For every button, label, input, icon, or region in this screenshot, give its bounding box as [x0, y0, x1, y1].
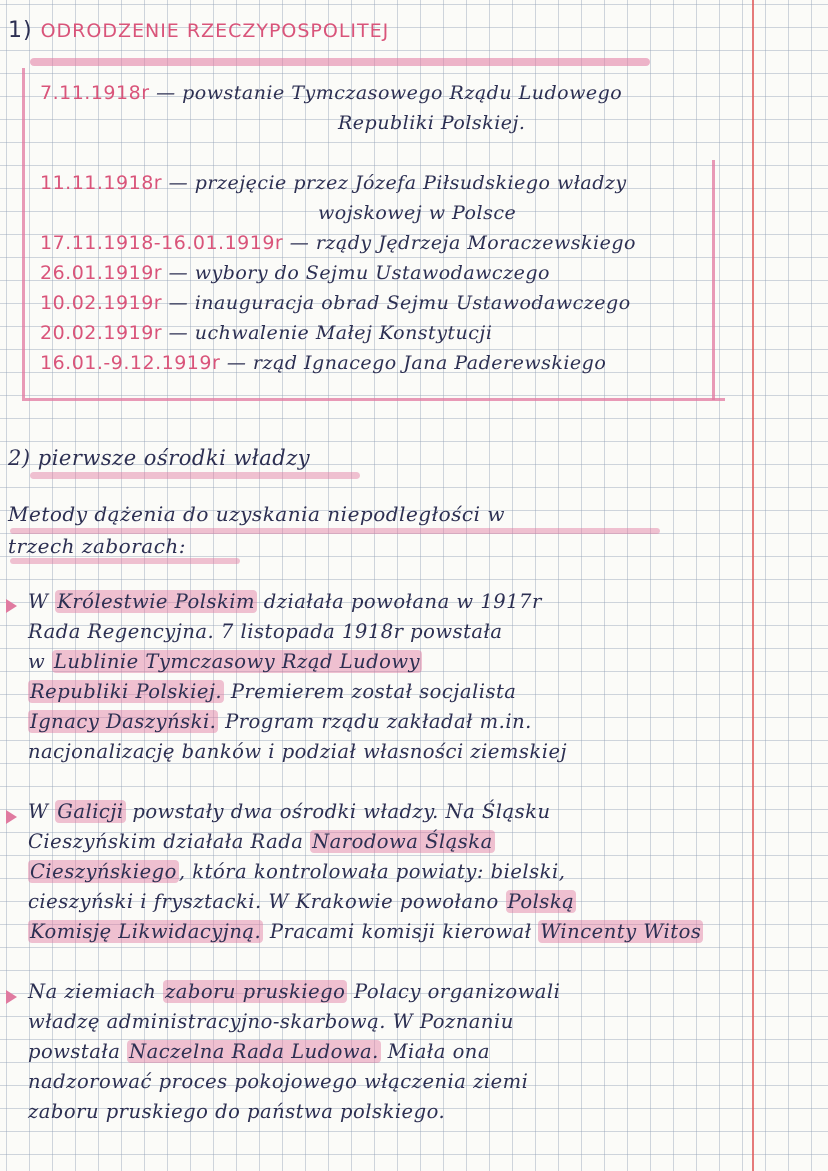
- timeline-item: 16.01.-9.12.1919r — rząd Ignacego Jana Paderewskiego: [40, 352, 607, 374]
- intro-line-2: trzech zaborach:: [8, 534, 187, 558]
- timeline-date: 20.02.1919r: [40, 322, 163, 344]
- timeline-text: uchwalenie Małej Konstytucji: [194, 322, 493, 344]
- paragraph-line: [28, 1070, 528, 1093]
- paragraph-line: [28, 860, 565, 883]
- timeline-text: przejęcie przez Józefa Piłsudskiego władzy: [194, 172, 627, 194]
- paragraph-text: nadzorować proces pokojowego włączenia ziemi: [28, 1070, 529, 1093]
- paragraph-text: powstała: [28, 1040, 128, 1063]
- intro-line-1: Metody dążenia do uzyskania niepodległości w: [8, 502, 505, 526]
- highlighted-term: Republiki Polskiej.: [30, 680, 223, 703]
- timeline-item: 17.11.1918-16.01.1919r — rządy Jędrzeja Moraczewskiego: [40, 232, 636, 254]
- section-1-underline: [30, 58, 650, 66]
- section-2-heading: [8, 446, 310, 470]
- paragraph-text: Miała ona: [380, 1040, 490, 1063]
- highlighted-term: Cieszyńskiego: [30, 860, 177, 883]
- timeline-item: 20.02.1919r — uchwalenie Małej Konstytucji: [40, 322, 493, 344]
- highlighted-term: Wincenty Witos: [540, 920, 702, 943]
- paragraph-text: działała powołana w 1917r: [257, 590, 542, 613]
- timeline-date: 7.11.1918r: [40, 82, 150, 104]
- paragraph-text: Rada Regencyjna. 7 listopada 1918r powstała: [28, 620, 503, 643]
- highlighted-term: Polską: [507, 890, 575, 913]
- paragraph-line: [28, 800, 551, 823]
- bullet-arrow-icon: [6, 990, 17, 1004]
- paragraph-text: w: [28, 650, 52, 673]
- section-1-number: 1): [8, 18, 33, 43]
- paragraph-text: W: [28, 590, 56, 613]
- paragraph-line: [28, 740, 567, 763]
- highlighted-term: Galicji: [57, 800, 124, 823]
- timeline-text: rządy Jędrzeja Moraczewskiego: [315, 232, 636, 254]
- section-1-title: ODRODZENIE RZECZYPOSPOLITEJ: [40, 20, 390, 42]
- bullet-arrow-icon: [6, 599, 17, 613]
- bullet-arrow-icon: [6, 810, 17, 824]
- paragraph-line: [28, 1040, 490, 1063]
- paragraph-text: władzę administracyjno-skarbową. W Poznaniu: [28, 1010, 514, 1033]
- paragraph-line: [28, 890, 576, 913]
- section-2-title: pierwsze ośrodki władzy: [37, 446, 311, 470]
- paragraph-text: Polacy organizowali: [347, 980, 561, 1003]
- highlighted-term: Narodowa Śląska: [312, 830, 493, 853]
- paragraph-line: [28, 1100, 445, 1123]
- paragraph-text: zaboru pruskiego do państwa polskiego.: [28, 1100, 446, 1123]
- timeline-item-cont: [318, 202, 516, 224]
- paragraph-text: Pracami komisji kierował: [263, 920, 539, 943]
- timeline-item: 26.01.1919r — wybory do Sejmu Ustawodawczego: [40, 262, 550, 284]
- paragraph-line: [28, 650, 422, 673]
- timeline-text: wybory do Sejmu Ustawodawczego: [194, 262, 550, 284]
- intro-underline-2: [10, 558, 240, 564]
- paragraph-text: nacjonalizację banków i podział własności ziemskiej: [28, 740, 568, 763]
- paragraph-text: Cieszyńskim działała Rada: [28, 830, 311, 853]
- timeline-text-cont: Republiki Polskiej.: [338, 112, 526, 134]
- paragraph-line: [28, 590, 542, 613]
- paragraph-text: , która kontrolowała powiaty: bielski,: [178, 860, 566, 883]
- highlighted-term: Lublinie Tymczasowy Rząd Ludowy: [53, 650, 421, 673]
- paragraph-line: [28, 620, 503, 643]
- timeline-item: 7.11.1918r — powstanie Tymczasowego Rządu Ludowego: [40, 82, 623, 104]
- highlighted-term: Naczelna Rada Ludowa.: [129, 1040, 379, 1063]
- timeline-item: 10.02.1919r — inauguracja obrad Sejmu Ustawodawczego: [40, 292, 631, 314]
- timeline-date: 11.11.1918r: [40, 172, 163, 194]
- timeline-item-cont: [338, 112, 525, 134]
- highlighted-term: zaboru pruskiego: [164, 980, 346, 1003]
- paragraph-text: W: [28, 800, 56, 823]
- timeline-date: 26.01.1919r: [40, 262, 163, 284]
- paragraph-line: [28, 830, 495, 853]
- highlighted-term: Ignacy Daszyński.: [30, 710, 217, 733]
- section-2-underline: [30, 472, 360, 479]
- highlighted-term: Komisję Likwidacyjną.: [30, 920, 262, 943]
- timeline-date: 10.02.1919r: [40, 292, 163, 314]
- paragraph-text: cieszyński i frysztacki. W Krakowie powołano: [28, 890, 506, 913]
- paragraph-text: Na ziemiach: [28, 980, 163, 1003]
- timeline-text: inauguracja obrad Sejmu Ustawodawczego: [194, 292, 631, 314]
- paragraph-line: [28, 710, 532, 733]
- paragraph-line: [28, 920, 703, 943]
- paragraph-text: Premierem został socjalista: [224, 680, 517, 703]
- section-1-heading: [8, 18, 389, 43]
- timeline-date: 17.11.1918-16.01.1919r: [40, 232, 284, 254]
- paragraph-text: powstały dwa ośrodki władzy. Na Śląsku: [125, 800, 551, 823]
- notebook-margin-line: [752, 0, 754, 1171]
- timeline-text: rząd Ignacego Jana Paderewskiego: [252, 352, 607, 374]
- timeline-frame-right: [712, 160, 715, 400]
- paragraph-text: Program rządu zakładał m.in.: [218, 710, 532, 733]
- timeline-date: 16.01.-9.12.1919r: [40, 352, 221, 374]
- timeline-item: 11.11.1918r — przejęcie przez Józefa Piłsudskiego władzy: [40, 172, 627, 194]
- paragraph-line: [28, 680, 516, 703]
- section-2-number: 2): [8, 446, 31, 470]
- timeline-text: powstanie Tymczasowego Rządu Ludowego: [182, 82, 623, 104]
- paragraph-line: [28, 980, 560, 1003]
- paragraph-line: [28, 1010, 514, 1033]
- timeline-text-cont: wojskowej w Polsce: [318, 202, 517, 224]
- highlighted-term: Królestwie Polskim: [57, 590, 256, 613]
